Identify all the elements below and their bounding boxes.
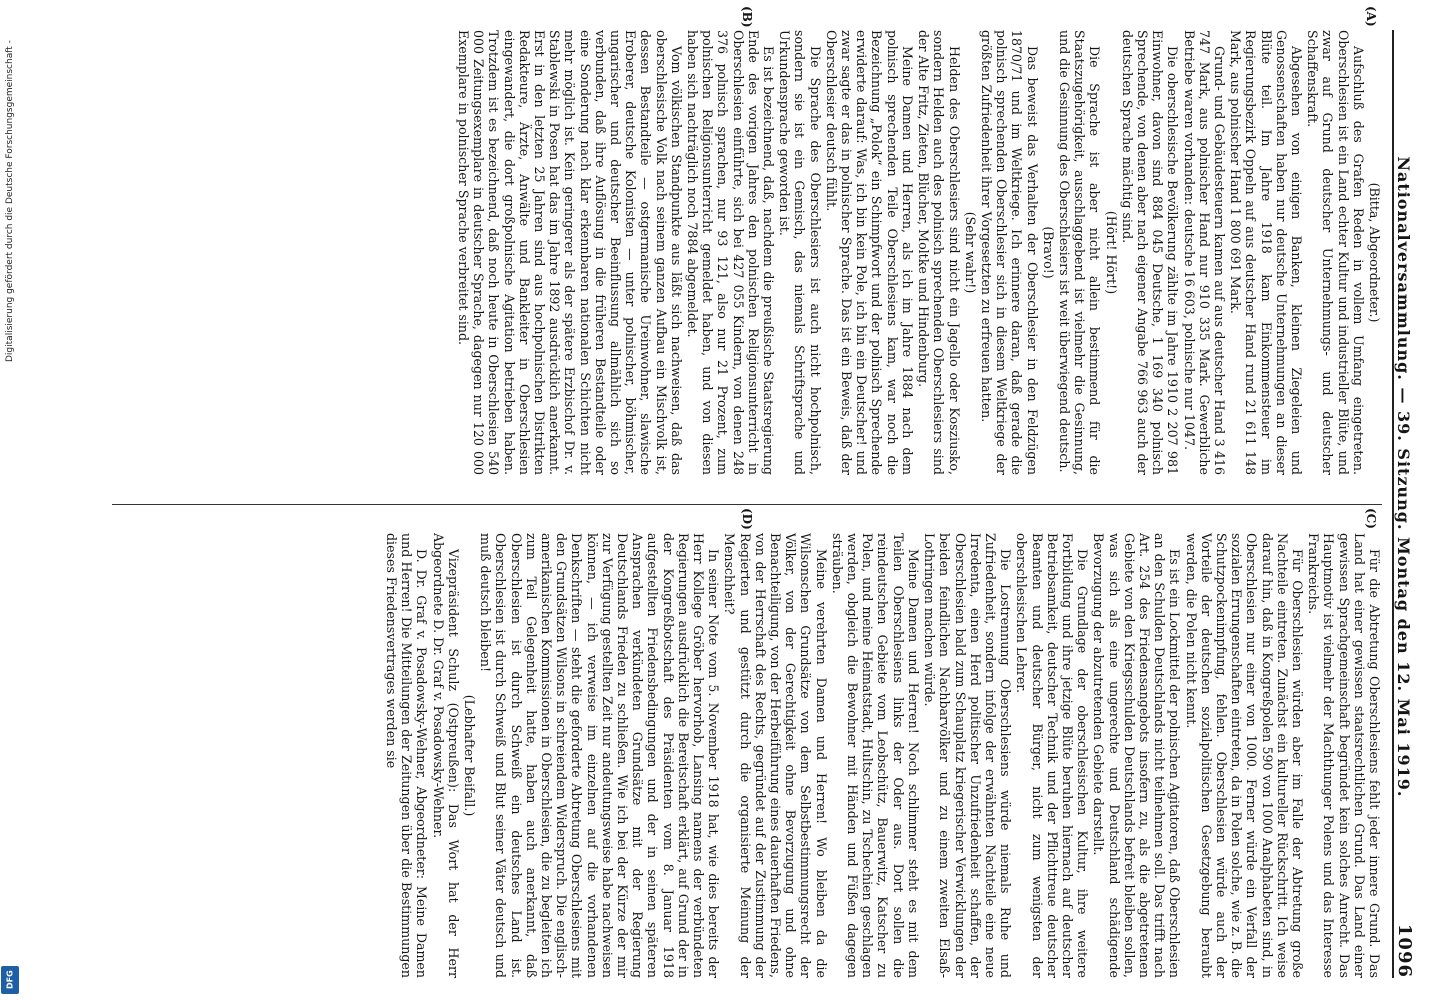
paragraph: Meine Damen und Herren! Noch schlimmer steht es mit dem Teilen Oberschlesiens links der Oder aus. Dort sollen die reindeutschen Gebiete vom Leobschütz, Bauerwitz, Katscher zu Polen, und meine Heimatstadt, Hultschin, zu Tschechien geschlagen werden, obgleich die Bewohner mit Händen und Füßen dagegen sträuben. [829,533,921,978]
paragraph: Es ist ein Lockmittel der polnischen Agitatoren, daß Oberschlesien an den Schulden Deutschlands nicht teilnehmen soll. Das trifft nach Art. 254 des Friedensangebots insofern zu, als die abgetretenen Gebiete von den Kriegsschulden Deutschlands befreit bleiben sollen, was sich als eine ungerechte und Deutschland schädigende Bevorzugung der abzutretenden Gebiete darstellt. [1091,533,1183,978]
paragraph: D. Dr. Graf v. Posadowsky-Wehner, Abgeordneter: Meine Damen und Herren! Die Mitteilungen der Zeitungen über die Bestimmungen dieses Friedensvertrages werden sie [384,533,430,978]
margin-marker-b: (B) [740,6,754,28]
speaker-note: (Bitta, Abgeordneter.) [1367,182,1382,323]
margin-marker-a: (A) [1364,6,1378,27]
paragraph: Grund- und Gebäudesteuern kamen auf aus deutscher Hand 3 416 747 Mark, aus polnischer Hand nur 910 335 Mark. Gewerbliche Betriebe waren vorhanden: deutsche 16 603, polnische nur 1047. [1181,30,1227,475]
paragraph: Die Lostrennung Oberschlesiens würde niemals Ruhe und Zufriedenheit, sondern infolge der erwähnten Nachteile eine neue Irredenta, einen Herd politischer Unzufriedenheit schaffen, der Oberschlesien bald zum Schauplatz kriegerischer Verwicklungen der beiden feindlichen Nachbarvölker und zu einem zweiten Elsaß-Lothringen machen würde. [922,533,1014,978]
paragraph: Vizepräsident Schulz (Ostpreußen): Das Wort hat der Herr Abgeordnete D. Dr. Graf v. Posadowsky-Wehner. [430,533,461,978]
page-title: Nationalversammlung. — 39. Sitzung. Montag den 12. Mai 1919. [1394,156,1413,798]
paragraph: In seiner Note vom 5. November 1918 hat, wie dies bereits der Herr Kollege Gröber hervorhob, Lansing namens der verbündeten Regierungen ausdrücklich die Bereitschaft erklärt, auf Grund der in der Kongreßbotschaft des Präsidenten vom 8. Januar 1918 aufgestellten Friedensbedingungen und der in seinen späteren Ansprachen verkündeten Grundsätze mit der Regierung Deutschlands Frieden zu schließen. Wie ich bei der Kürze der mir zur Verfügung gestellten Zeit nur andeutungsweise habe nachweisen können, — ich verweise im einzelnen auf die vorhandenen Denkschriften — steht die geforderte Abtretung Oberschlesiens mit den Grundsätzen Wilsons in schreiendem Widerspruch. Die englisch-amerikanischen Kommissionen in Oberschlesien, die zu begleiten ich zum Teil Gelegenheit hatte, haben auch anerkannt, daß Oberschlesien ist durch Schweiß ein deutsches Land ist. Oberschlesien ist durch Schweiß und Blut seiner Väter deutsch und muß deutsch bleiben! [478,533,722,978]
paragraph: Meine Damen und Herren, als ich im Jahre 1884 nach dem polnisch sprechenden Teile Oberschlesiens kam, war noch die Bezeichnung „Polok“ ein Schimpfwort und der polnisch Sprechende erwiderte darauf: Was, ich bin kein Pole, ich bin ein Deutscher! und zwar sagte er das in polnischer Sprache. Das ist ein Beweis, daß der Oberschlesier deutsch fühlt. [823,30,915,475]
paragraph: Für die Abtretung Oberschlesiens fehlt jeder innere Grund. Das Land hat einer gewissen staatsrechtlichen Grund. Das Land einer gewissen Sprachgemeinschaft begründet kein solches Anrecht. Das Hauptmotiv ist vielmehr der Machthunger Polens und das Interesse Frankreichs. [1306,533,1382,978]
interjection: (Sehr wahr!) [962,211,978,294]
margin-marker-c: (C) [1364,508,1378,529]
paragraph: Die Sprache des Oberschlesiers ist auch nicht hochpolnisch, sondern sie ist ein Gemisch, das niemals Schriftsprache und Urkundensprache geworden ist. [777,30,823,475]
paragraph: Das beweist das Verhalten der Oberschlesier in den Feldzügen 1870/71 und im Weltkriege. Ich erinnere daran, daß gerade die polnisch sprechenden Oberschlesier sich in diesem Weltkriege der größten Zufriedenheit ihrer Vorgesetzten zu erfreuen hatten. [978,30,1040,475]
page-header [1392,30,1434,978]
paragraph: Für Oberschlesien würden aber im Falle der Abtretung große Nachteile eintreten. Zunächst ein kultureller Rückschritt. Ich weise darauf hin, daß in Kongreßpolen 590 von 1000 Analphabeten sind, in Oberschlesien nur einer von 1000. Ferner würde ein Verfall der sozialen Errungenschaften eintreten, da in Polen solche, wie z. B. die Schutzpockenimpfung, fehlen. Oberschlesien würde auch der Vorteile der deutschen sozialpolitischen Gesetzgebung beraubt werden, die Polen nicht kennt. [1183,533,1305,978]
paragraph: Meine verehrten Damen und Herren! Wo bleiben da die Wilsonschen Grundsätze von dem Selbstbestimmungsrecht der Völker, von der Gerechtigkeit ohne Bevorzugung und ohne Benachteiligung, von der Herbeiführung eines dauerhaften Friedens, von der Herrschaft des Rechts, gegründet auf der Zustimmung der Regierten und gestützt durch die organisierte Meinung der Menschheit? [722,533,829,978]
paragraph: Die Sprache ist aber nicht allein bestimmend für die Staatszugehörigkeit, ausschlaggebend ist vielmehr die Gesinnung, und die Gesinnung des Oberschlesiers ist weit überwiegend deutsch. [1056,30,1103,475]
paragraph: Abgesehen von einigen Banken, kleinen Ziegeleien und Genossenschaften haben nur deutsche Unternehmungen an dieser Blüte teil. Im Jahre 1918 kam Einkommensteuer im Regierungsbezirk Oppeln auf aus deutscher Hand rund 21 611 148 Mark, aus polnischer Hand 1 800 691 Mark. [1228,30,1304,475]
interjection: (Bravo!) [1040,226,1056,279]
page-number: 1096 [1394,923,1415,978]
digitization-note: Digitalisierung gefördert durch die Deutsche Forschungsgemeinschaft - [5,40,15,362]
paragraph: Vom völkischen Standpunkte aus läßt sich nachweisen, daß das oberschlesische Volk nach seinem ganzen Aufbau ein Mischvolk ist, dessen Bestandteile — ostgermanische Ureinwohner, slawische Eroberer, deutsche Kolonisten — unter polnischer, böhmischer, ungarischer und deutscher Beeinflussung allmählich sich so verbunden, daß ihre Auflösung in die früheren Bestandteile oder eine Sonderung nach klar erkennbaren nationalen Schichten nicht mehr möglich ist. Kein geringerer als der spätere Erzbischof Dr. v. Stablewski in Posen hat das im Jahre 1892 ausdrücklich anerkannt. Erst in den letzten 25 Jahren sind aus hochpolnischen Distrikten Redakteure, Ärzte, Anwälte und Bankleiter in Oberschlesien eingewandert, die dort großpolnische Agitation betrieben haben. Trotzdem ist es bezeichnend, daß noch heute in Oberschlesien 540 000 Zeitungsexemplare in deutscher Sprache, dagegen nur 120 000 Exemplare in polnischer Sprache verbreitet sind. [456,30,684,475]
left-column [112,30,1382,475]
interjection: (Lebhafter Beifall.) [462,694,478,817]
paragraph: Helden des Oberschlesiers sind nicht ein Jagello oder Kosziusko, sondern Helden auch des polnisch sprechenden Oberschlesiers sind der Alte Fritz, Zieten, Blücher, Moltke und Hindenburg. [916,30,962,475]
scanned-page [100,6,1434,978]
interjection: (Hört! Hört!) [1103,210,1119,295]
paragraph: Die Grundlage der oberschlesischen Kultur, ihre weitere Fortbildung und ihre jetzige Blüte beruhen hiernach auf deutscher Betriebsamkeit, deutscher Technik und der Pflichttreue deutscher Beamten und deutscher Bürger, nicht zum wenigsten der oberschlesischen Lehrer. [1014,533,1091,978]
paragraph: Es ist bezeichnend, daß, nachdem die preußische Staatsregierung Ende des vorigen Jahres den polnischen Religionsunterricht in Oberschlesien einführte, sich bei 427 055 Kindern, von denen 248 376 polnisch sprachen, nur 93 121, also nur 21 Prozent, zum polnischen Religionsunterricht gemeldet haben, und von diesen haben sich nachträglich noch 7884 abgemeldet. [685,30,777,475]
column-divider [112,504,1382,505]
paragraph: Aufschluß des Grafen Reden in vollem Umfang eingetreten. Oberschlesien ist ein Land echter Kultur und industrieller Blüte, und zwar auf Grund deutscher Unternehmungs- und deutscher Schaffenskraft. [1305,30,1366,475]
right-column [112,533,1382,978]
paragraph: Die oberschlesische Bevölkerung zählte im Jahre 1910 2 207 981 Einwohner, davon sind 884 045 Deutsche, 1 169 340 polnisch Sprechende, von denen aber nach eigener Angabe 766 963 auch der deutschen Sprache mächtig sind. [1119,30,1181,475]
margin-marker-d: (D) [740,508,754,530]
dfg-logo: DFG [1,966,19,994]
